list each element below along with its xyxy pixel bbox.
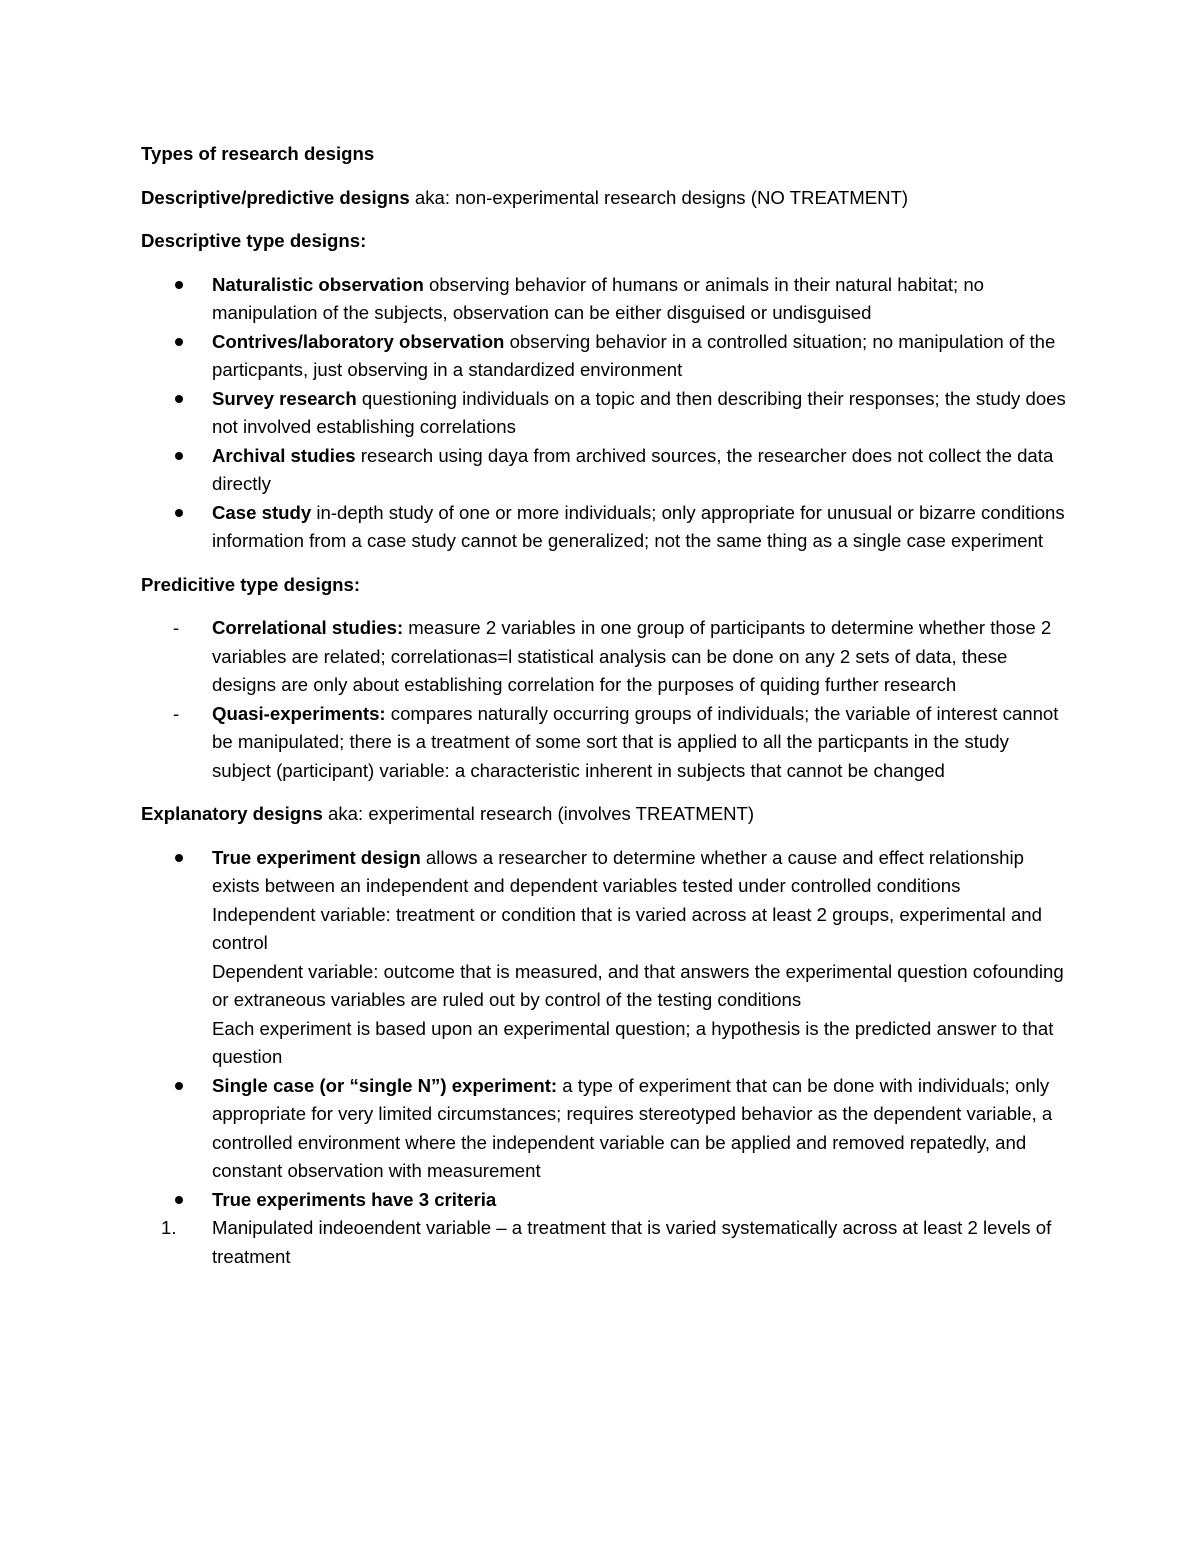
list-item bbox=[141, 385, 1066, 442]
list-item bbox=[141, 442, 1066, 499]
item-term: True experiments have 3 criteria bbox=[212, 1188, 497, 1210]
dash-icon: - bbox=[173, 617, 180, 638]
item-text: observing behavior of humans or animals in their natural habitat; no manipulation of the subjects, observation can be either disguised or undisguised bbox=[212, 273, 985, 323]
bullet-icon bbox=[175, 509, 183, 517]
predictive-list bbox=[141, 614, 1066, 785]
sub-paragraph: Each experiment is based upon an experimental question; a hypothesis is the predicted answer to that question bbox=[212, 1017, 1054, 1067]
numbered-list bbox=[141, 1214, 1066, 1271]
explanatory-heading bbox=[141, 800, 1066, 829]
item-text: research using daya from archived sources, the researcher does not collect the data directly bbox=[212, 444, 1054, 494]
item-term: Correlational studies: bbox=[212, 617, 404, 638]
bullet-icon bbox=[175, 1082, 183, 1090]
item-term: True experiment design bbox=[212, 846, 421, 868]
item-text: a type of experiment that can be done with individuals; only appropriate for very limited circumstances; requires stereotyped behavior as the dependent variable, a controlled environment where the independent variable can be applied and removed repatedly, and constant observation with measurement bbox=[212, 1074, 1053, 1181]
explanatory-heading-bold: Explanatory designs bbox=[141, 803, 323, 824]
list-item bbox=[141, 1072, 1066, 1186]
item-text: Manipulated indeoendent variable – a treatment that is varied systematically across at least 2 levels of treatment bbox=[212, 1217, 1052, 1267]
item-text: in-depth study of one or more individuals; only appropriate for unusual or bizarre conditions information from a case study cannot be generalized; not the same thing as a single case experiment bbox=[212, 501, 1065, 551]
item-term: Contrives/laboratory observation bbox=[212, 330, 505, 352]
list-item bbox=[141, 844, 1066, 1072]
sub-paragraph: Independent variable: treatment or condition that is varied across at least 2 groups, experimental and control bbox=[212, 903, 1042, 953]
descriptive-heading bbox=[141, 184, 1066, 213]
list-item bbox=[141, 700, 1066, 786]
bullet-icon bbox=[175, 1196, 183, 1204]
descriptive-heading-bold: Descriptive/predictive designs bbox=[141, 186, 410, 208]
descriptive-heading-rest: aka: non-experimental research designs (NO TREATMENT) bbox=[409, 186, 909, 208]
dash-icon: - bbox=[173, 702, 180, 724]
item-term: Single case (or “single N”) experiment: bbox=[212, 1074, 558, 1096]
item-text: questioning individuals on a topic and then describing their responses; the study does not involved establishing correlations bbox=[212, 387, 1066, 437]
item-text: allows a researcher to determine whether a cause and effect relationship exists between an independent and dependent variables tested under controlled conditions bbox=[212, 846, 1024, 896]
list-item bbox=[141, 614, 1066, 700]
document-page bbox=[141, 140, 1066, 1286]
number-label: 1. bbox=[161, 1217, 177, 1238]
bullet-icon bbox=[175, 854, 183, 862]
item-term: Naturalistic observation bbox=[212, 273, 424, 295]
descriptive-list bbox=[141, 271, 1066, 556]
bullet-icon bbox=[175, 281, 183, 289]
bullet-icon bbox=[175, 338, 183, 346]
bullet-icon bbox=[175, 452, 183, 460]
item-term: Case study bbox=[212, 501, 312, 523]
item-term: Archival studies bbox=[212, 444, 356, 466]
descriptive-type-heading: Descriptive type designs: bbox=[141, 230, 367, 251]
item-text: measure 2 variables in one group of participants to determine whether those 2 variables are related; correlationas=l statistical analysis can be done on any 2 sets of data, these designs are only about establishing correlation for the purposes of quiding further research bbox=[212, 617, 1052, 695]
list-item bbox=[141, 1186, 1066, 1215]
list-item bbox=[141, 271, 1066, 328]
list-item bbox=[141, 499, 1066, 556]
explanatory-list bbox=[141, 844, 1066, 1215]
sub-paragraph: Dependent variable: outcome that is measured, and that answers the experimental question cofounding or extraneous variables are ruled out by control of the testing conditions bbox=[212, 960, 1064, 1010]
document-title: Types of research designs bbox=[141, 143, 375, 164]
list-item bbox=[141, 1214, 1066, 1271]
explanatory-heading-rest: aka: experimental research (involves TREATMENT) bbox=[322, 803, 755, 824]
item-term: Survey research bbox=[212, 387, 357, 409]
item-text: observing behavior in a controlled situation; no manipulation of the particpants, just observing in a standardized environment bbox=[212, 330, 1056, 380]
list-item bbox=[141, 328, 1066, 385]
bullet-icon bbox=[175, 395, 183, 403]
predictive-type-heading: Predicitive type designs: bbox=[141, 573, 361, 595]
item-text: compares naturally occurring groups of individuals; the variable of interest cannot be manipulated; there is a treatment of some sort that is applied to all the particpants in the study subject (participant) variable: a characteristic inherent in subjects that cannot be changed bbox=[212, 702, 1059, 781]
item-term: Quasi-experiments: bbox=[212, 702, 386, 724]
